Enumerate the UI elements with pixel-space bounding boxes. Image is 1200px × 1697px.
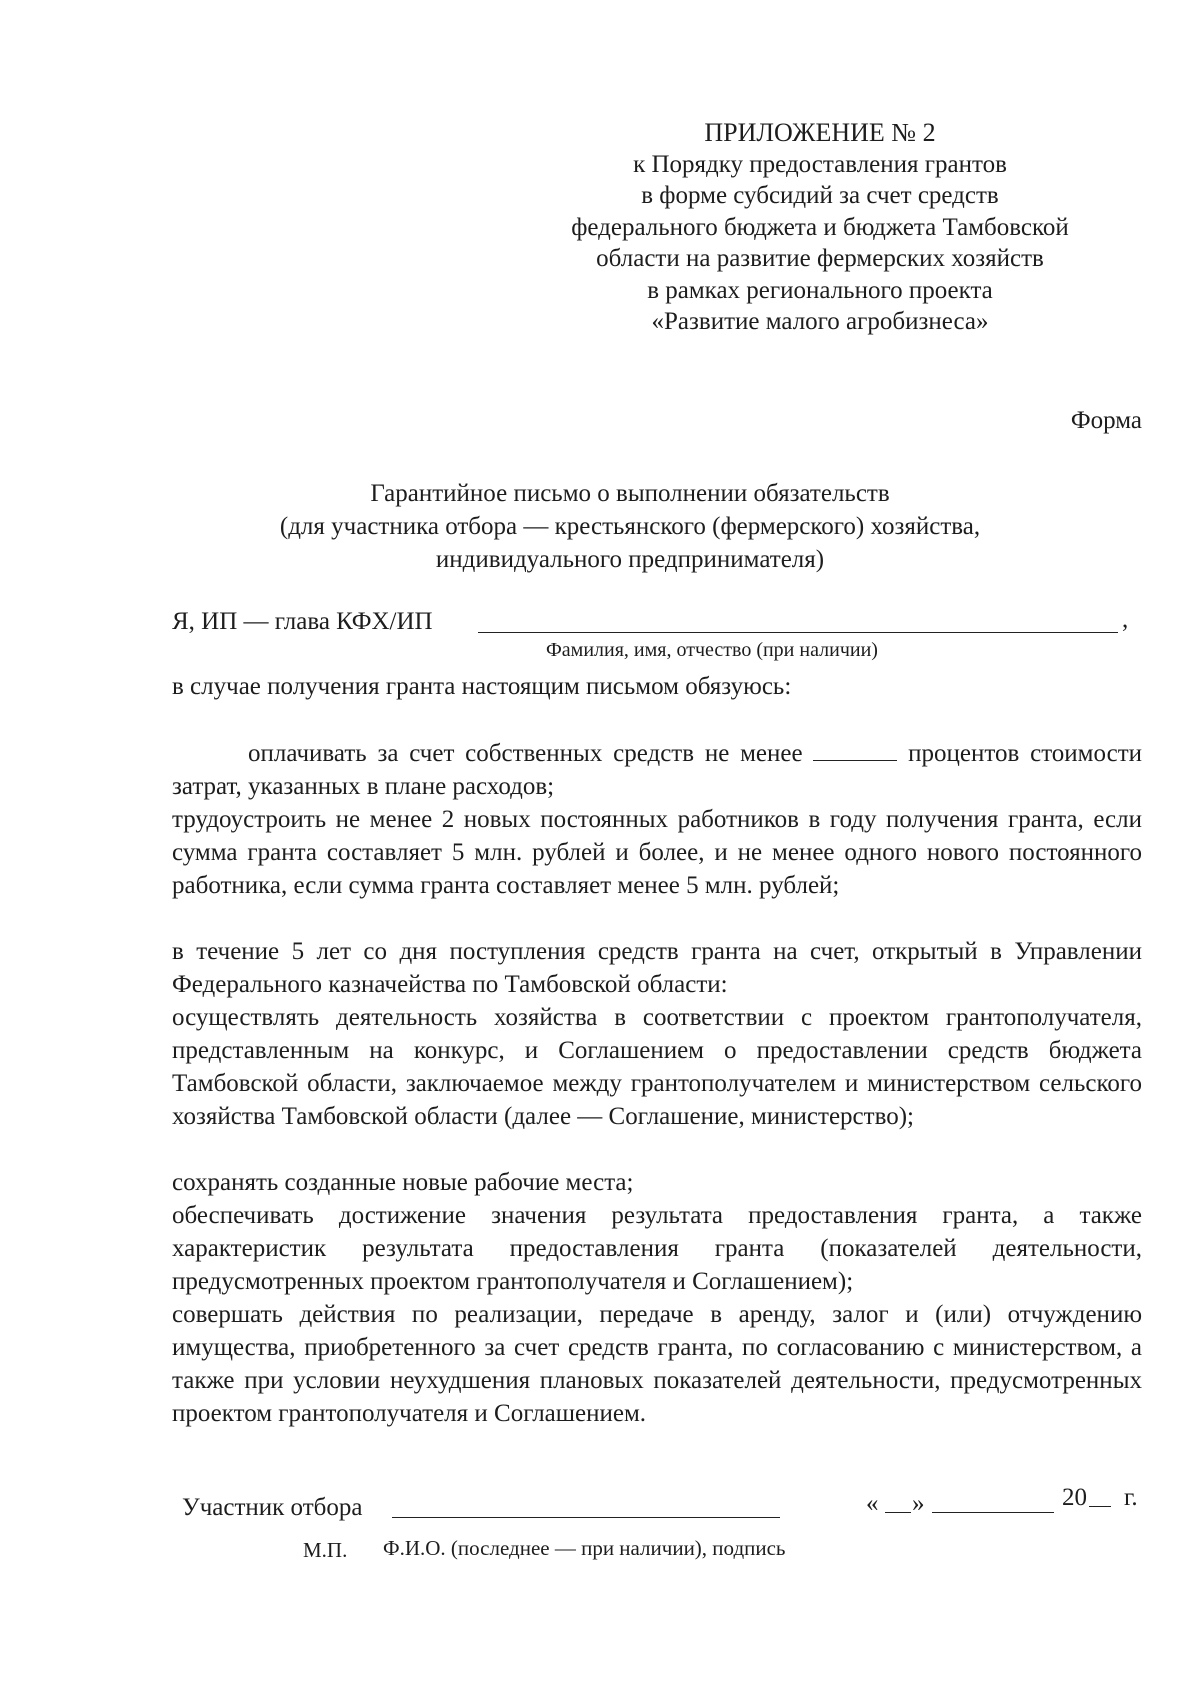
obligation-text: оплачивать за счет собственных средств не менее — [248, 740, 803, 767]
appendix-line: к Порядку предоставления грантов — [633, 150, 1007, 178]
signature-caption: Ф.И.О. (последнее — при наличии), подпись — [383, 1536, 786, 1560]
appendix-header — [520, 117, 1120, 338]
title-line: (для участника отбора — крестьянского (фермерского) хозяйства, — [279, 513, 981, 540]
appendix-line: в форме субсидий за счет средств — [641, 182, 999, 209]
obligation-paragraph: осуществлять деятельность хозяйства в соответствии с проектом грантополучателя, представленным на конкурс, и Соглашением о предоставлении средств бюджета Тамбовской области, заключаемое между грантополучателем и министерством сельского хозяйства Тамбовской области (далее — Соглашение, министерство); — [172, 1004, 1142, 1130]
document-title — [230, 477, 1030, 576]
stamp-label: М.П. — [303, 1538, 348, 1562]
appendix-line: в рамках регионального проекта — [647, 276, 993, 304]
applicant-name-caption: Фамилия, имя, отчество (при наличии) — [546, 639, 878, 661]
appendix-line: федерального бюджета и бюджета Тамбовской — [571, 213, 1069, 241]
date-year-field[interactable] — [1089, 1506, 1111, 1507]
obligation-paragraph: в течение 5 лет со дня поступления средств гранта на счет, открытый в Управлении Федерального казначейства по Тамбовской области: — [172, 938, 1142, 998]
title-line: индивидуального предпринимателя) — [435, 546, 825, 573]
date-day-field[interactable] — [885, 1512, 911, 1513]
applicant-comma: , — [1122, 606, 1129, 633]
year-suffix: г. — [1124, 1484, 1138, 1511]
obligation-text: процентов стоимости затрат, указанных в плане расходов; — [172, 740, 1143, 800]
participant-signature-field[interactable] — [392, 1517, 780, 1518]
date-quote-open: « — [866, 1490, 879, 1517]
obligation-paragraph: сохранять созданные новые рабочие места; — [172, 1169, 634, 1196]
appendix-line: области на развитие фермерских хозяйств — [596, 245, 1044, 272]
date-month-field[interactable] — [932, 1512, 1054, 1513]
obligation-paragraph: обеспечивать достижение значения результата предоставления гранта, а также характеристик результата предоставления гранта (показателей деятельности, предусмотренных проектом грантополучателя и Соглашением); — [172, 1202, 1142, 1295]
applicant-name-field[interactable] — [478, 632, 1118, 633]
obligation-paragraph — [172, 737, 1142, 803]
participant-label: Участник отбора — [182, 1494, 363, 1521]
form-label: Форма — [1070, 407, 1142, 434]
title-line: Гарантийное письмо о выполнении обязательств — [370, 480, 890, 507]
date-quote-close: » — [912, 1490, 925, 1517]
obligation-paragraph: совершать действия по реализации, передаче в аренду, залог и (или) отчуждению имущества, приобретенного за счет средств гранта, по согласованию с министерством, а также при условии неухудшения плановых показателей деятельности, предусмотренных проектом грантополучателя и Соглашением. — [172, 1301, 1142, 1427]
appendix-heading: ПРИЛОЖЕНИЕ № 2 — [704, 118, 936, 147]
percent-field[interactable] — [813, 740, 897, 761]
intro-text: в случае получения гранта настоящим письмом обязуюсь: — [172, 673, 792, 700]
obligation-paragraph: трудоустроить не менее 2 новых постоянных работников в году получения гранта, если сумма гранта составляет 5 млн. рублей и более, и не менее одного нового постоянного работника, если сумма гранта составляет менее 5 млн. рублей; — [172, 806, 1142, 899]
appendix-line: «Развитие малого агробизнеса» — [651, 308, 989, 335]
year-prefix: 20 — [1062, 1484, 1087, 1511]
applicant-prefix: Я, ИП — глава КФХ/ИП — [172, 608, 433, 635]
